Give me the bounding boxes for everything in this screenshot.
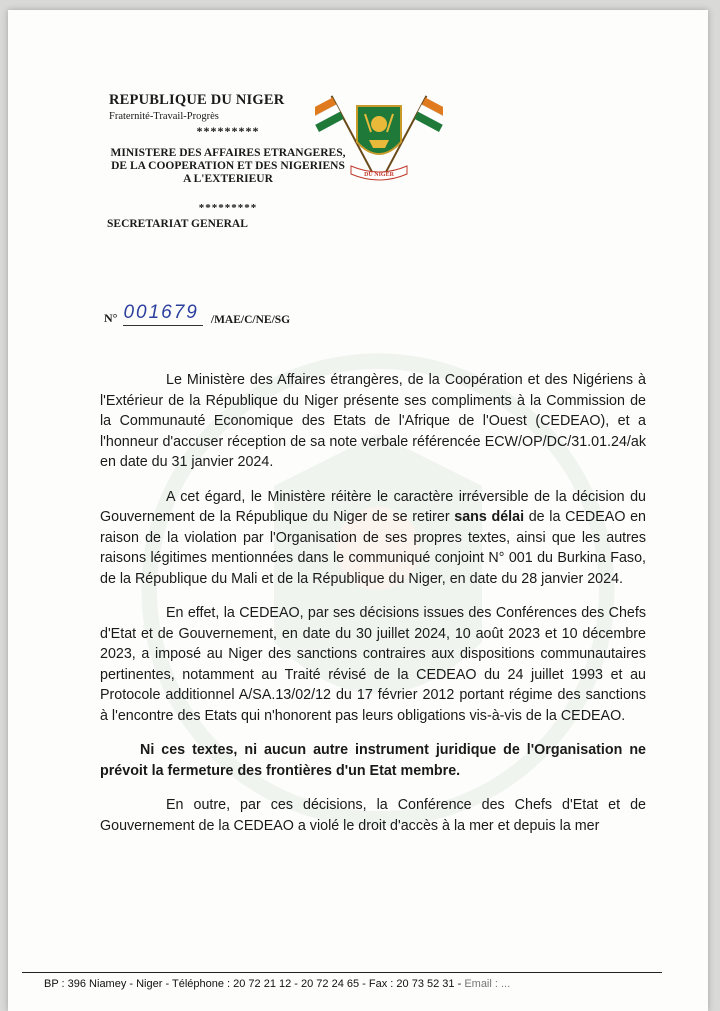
reference-suffix: /MAE/C/NE/SG <box>210 314 291 326</box>
footer-divider <box>22 972 662 973</box>
reference-prefix: N° <box>104 311 118 325</box>
reference-handwritten-number: 001679 <box>123 302 202 326</box>
paragraph-2: A cet égard, le Ministère réitère le caractère irréversible de la décision du Gouvernement de la République du Niger de se retirer sans délai de la CEDEAO en raison de la violation par l'Organisation de ses propres textes, ainsi que les autres raisons légitimes mentionnées dans le communiqué conjoint N° 001 du Burkina Faso, de la République du Mali et de la République du Niger, en date du 28 janvier 2024. <box>100 488 647 587</box>
emblem-banner-text: DU NIGER <box>364 172 394 178</box>
national-motto: Fraternité-Travail-Progrès <box>109 111 219 122</box>
paragraph-3: En effet, la CEDEAO, par ses décisions issues des Conférences des Chefs d'Etat et de Gouvernement, en date du 30 juillet 2024, 10 août 2023 et 10 décembre 2023, a imposé au Niger des sanctions contraires aux dispositions communautaires pertinentes, notamment au Traité révisé de la CEDEAO du 24 juillet 1993 et au Protocole additionnel A/SA.13/02/12 du 17 février 2012 portant régime des sanctions à l'encontre des Etats qui n'honorent pas leurs obligations vis-à-vis de la CEDEAO. <box>100 605 646 724</box>
ministry-name: MINISTERE DES AFFAIRES ETRANGERES, DE LA COOPERATION ET DES NIGERIENS A L'EXTERIEUR <box>110 147 346 185</box>
separator-stars: ********* <box>196 124 260 138</box>
secretariat-general: SECRETARIAT GENERAL <box>107 218 248 230</box>
paragraph-5: En outre, par ces décisions, la Conférence des Chefs d'Etat et de Gouvernement de la CEDEAO a violé le droit d'accès à la mer et depuis la mer <box>100 797 646 834</box>
letter-body <box>100 370 646 850</box>
paragraph-1: Le Ministère des Affaires étrangères, de la Coopération et des Nigériens à l'Extérieur de la République du Niger présente ses compliments à la Commission de la Communauté Economique des Etats de l'Afrique de l'Ouest (CEDEAO), et a l'honneur d'accuser réception de sa note verbale référencée ECW/OP/DC/31.01.24/ak en date du 31 janvier 2024. <box>100 372 646 470</box>
country-name: REPUBLIQUE DU NIGER <box>109 92 285 108</box>
emphasis-sans-delai: sans délai <box>454 509 525 525</box>
footer-contact: BP : 396 Niamey - Niger - Téléphone : 20 72 21 12 - 20 72 24 65 - Fax : 20 73 52 31 - Email : ... <box>44 978 511 990</box>
reference-number <box>104 302 290 326</box>
paragraph-4: Ni ces textes, ni aucun autre instrument juridique de l'Organisation ne prévoit la fermeture des frontières d'un Etat membre. <box>100 742 646 779</box>
coat-of-arms-icon <box>315 80 443 192</box>
document-page <box>8 10 708 1011</box>
separator-stars-2: ********* <box>198 202 258 214</box>
